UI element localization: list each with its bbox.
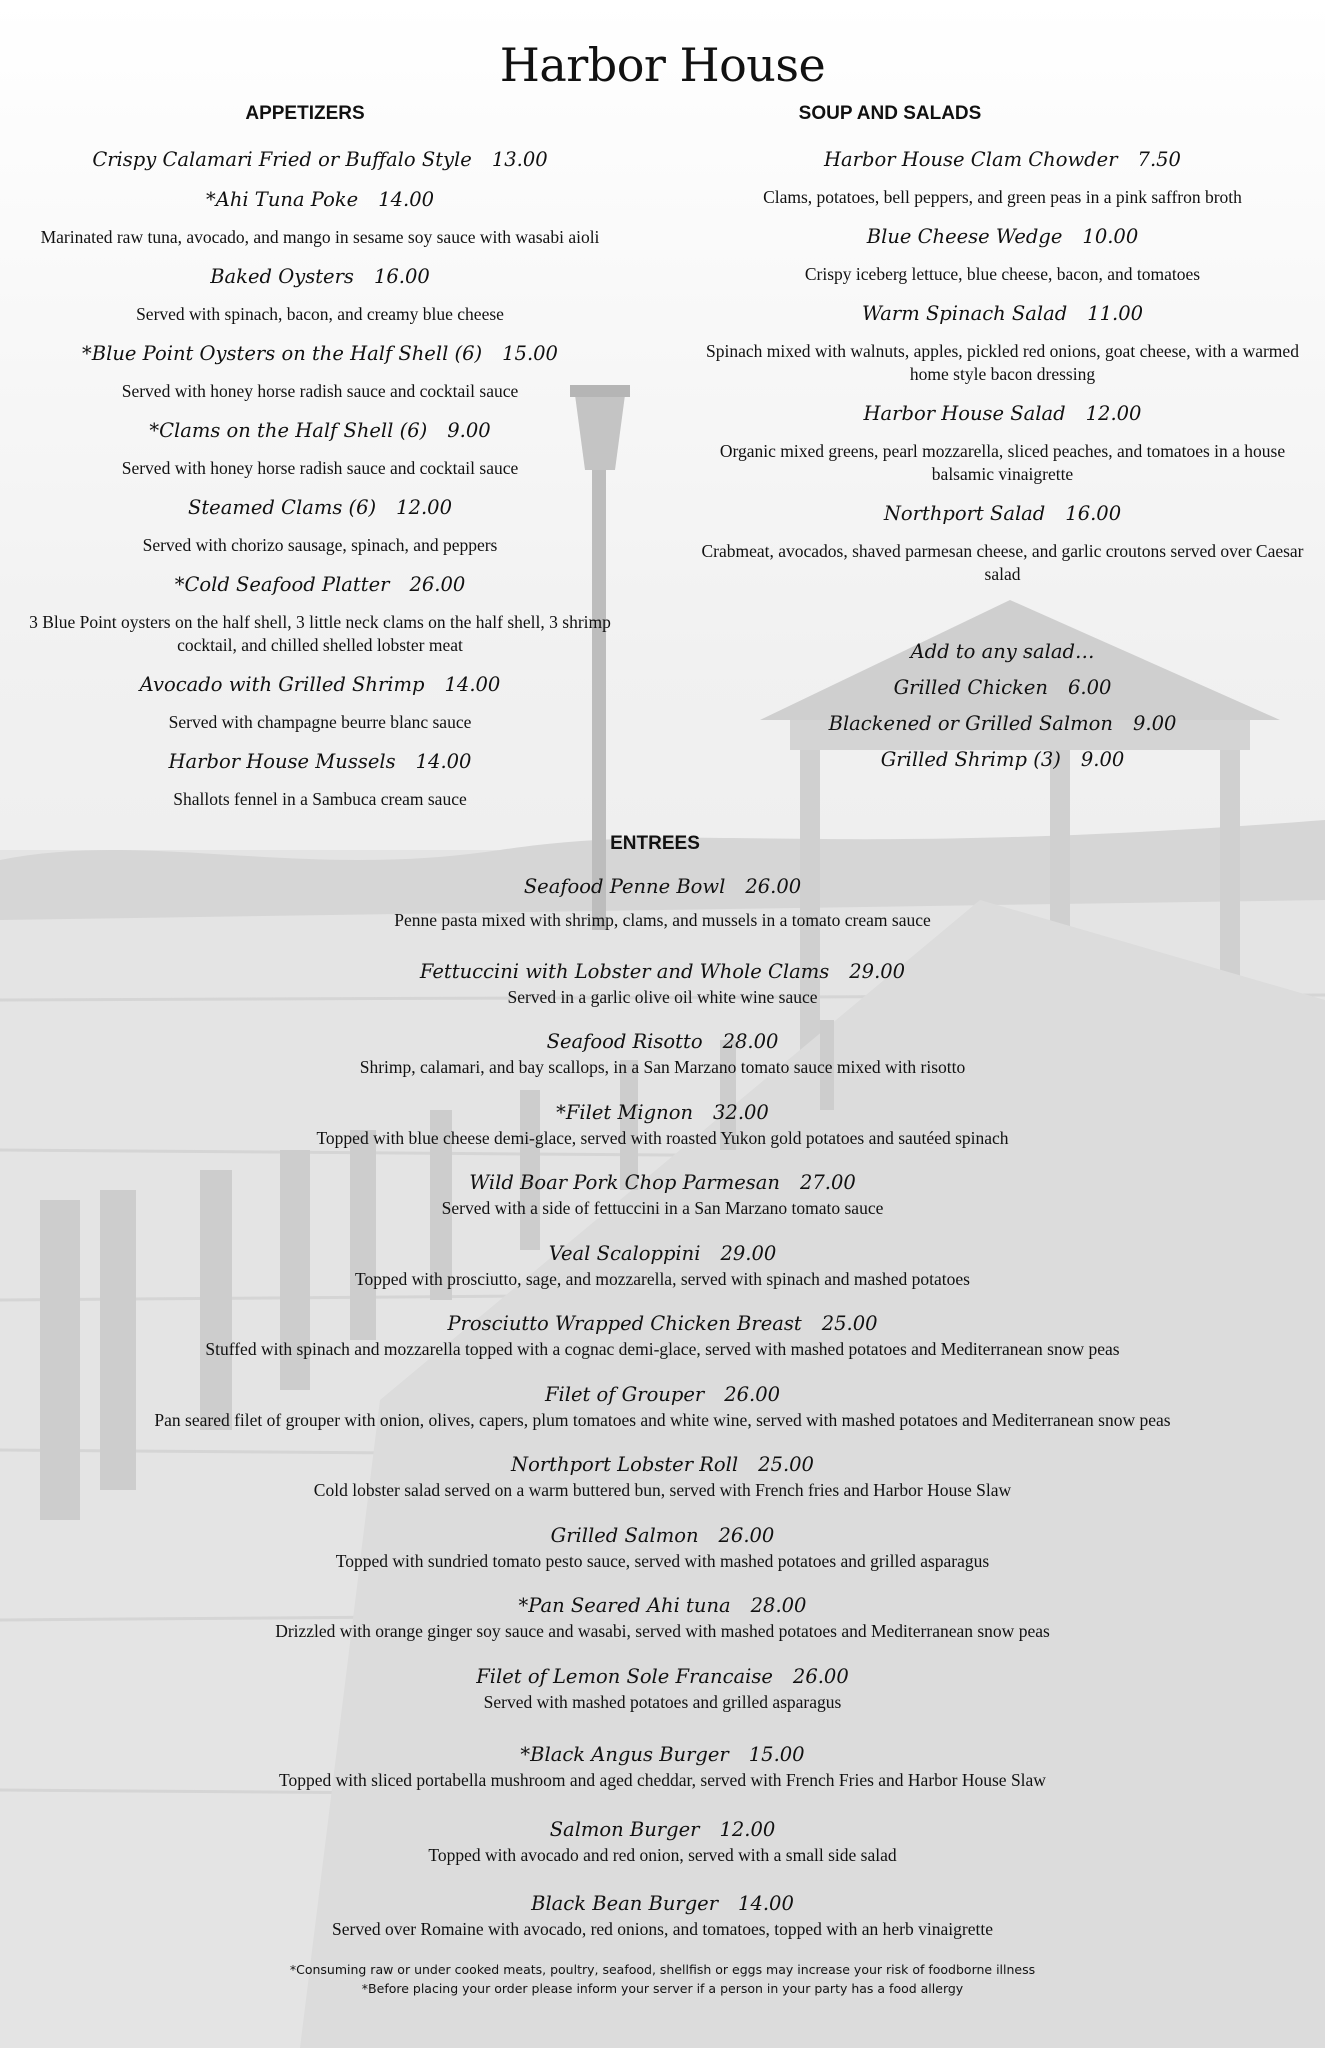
item-description: Drizzled with orange ginger soy sauce and wasabi, served with mashed potatoes and Mediterranean snow peas — [275, 1621, 1050, 1641]
item-name: *Filet Mignon — [556, 1100, 694, 1124]
item-name: Grilled Salmon — [550, 1523, 699, 1547]
item-name-line — [0, 1450, 1325, 1480]
restaurant-title: Harbor House — [499, 38, 826, 92]
item-description: Shallots fennel in a Sambuca cream sauce — [173, 789, 467, 809]
item-price: 28.00 — [750, 1594, 807, 1617]
addon-name: Grilled Shrimp (3) — [880, 748, 1061, 771]
item-price: 29.00 — [849, 959, 906, 983]
item-name: Baked Oysters — [210, 265, 354, 288]
item-name: Harbor House Salad — [863, 402, 1066, 425]
menu-item — [0, 872, 1325, 943]
item-price: 13.00 — [491, 148, 548, 171]
item-name: Blue Cheese Wedge — [866, 225, 1063, 248]
item-price: 14.00 — [444, 673, 501, 696]
menu-item — [10, 334, 630, 403]
item-name-line — [690, 394, 1315, 434]
menu-item — [690, 140, 1315, 209]
allergy-notice: *Before placing your order please inform your server if a person in your party has a food allergy — [361, 1981, 964, 1996]
item-description: Served with honey horse radish sauce and cocktail sauce — [121, 458, 519, 478]
item-name-line — [0, 1889, 1325, 1919]
addon-price: 9.00 — [1080, 748, 1125, 771]
addon-item — [690, 706, 1315, 742]
item-name: Seafood Penne Bowl — [523, 875, 726, 898]
menu-item — [690, 394, 1315, 486]
item-price: 26.00 — [792, 1664, 849, 1688]
item-name-line — [10, 334, 630, 374]
item-name-line — [0, 872, 1325, 902]
item-name: Crispy Calamari Fried or Buffalo Style — [92, 148, 472, 171]
allergy-footnotes — [0, 1960, 1325, 1998]
item-name-line — [0, 1662, 1325, 1692]
menu-item — [0, 1815, 1325, 1886]
item-description: Organic mixed greens, pearl mozzarella, sliced peaches, and tomatoes in a house balsamic vinaigrette — [719, 441, 1286, 484]
item-name: Steamed Clams (6) — [187, 496, 377, 519]
item-description: Served over Romaine with avocado, red onions, and tomatoes, topped with an herb vinaigrette — [332, 1919, 993, 1939]
item-name: Warm Spinach Salad — [861, 302, 1068, 325]
item-price: 32.00 — [713, 1100, 769, 1124]
menu-item — [10, 742, 630, 811]
item-name-line — [10, 565, 630, 605]
item-name-line — [0, 1521, 1325, 1551]
menu-item — [0, 1591, 1325, 1662]
item-name-line — [10, 742, 630, 782]
item-price: 27.00 — [799, 1171, 856, 1194]
entrees-heading: ENTREES — [610, 833, 700, 854]
item-description: Served with honey horse radish sauce and cocktail sauce — [121, 381, 519, 401]
item-description: Spinach mixed with walnuts, apples, pickled red onions, goat cheese, with a warmed home style bacon dressing — [706, 341, 1299, 384]
item-price: 16.00 — [1065, 502, 1122, 525]
item-name: *Clams on the Half Shell (6) — [149, 419, 428, 442]
menu-item — [0, 1239, 1325, 1310]
salad-addons — [690, 634, 1315, 778]
item-name: Fettuccini with Lobster and Whole Clams — [419, 959, 830, 983]
item-description: Topped with prosciutto, sage, and mozzarella, served with spinach and mashed potatoes — [355, 1268, 970, 1289]
menu-item — [690, 217, 1315, 286]
item-name-line — [0, 1380, 1325, 1410]
item-price: 14.00 — [378, 188, 435, 211]
item-description: Clams, potatoes, bell peppers, and green peas in a pink saffron broth — [763, 187, 1242, 207]
item-description: Served with a side of fettuccini in a San Marzano tomato sauce — [441, 1198, 884, 1218]
addon-name: Grilled Chicken — [893, 676, 1048, 699]
menu-item — [0, 957, 1325, 1028]
item-price: 25.00 — [821, 1312, 878, 1335]
item-price: 25.00 — [758, 1453, 814, 1476]
item-description: Topped with sundried tomato pesto sauce, served with mashed potatoes and grilled asparagus — [335, 1550, 990, 1571]
item-price: 12.00 — [719, 1817, 776, 1841]
item-description: Served with champagne beurre blanc sauce — [168, 712, 472, 732]
menu-item — [690, 494, 1315, 586]
item-name-line — [690, 140, 1315, 180]
item-name: Salmon Burger — [549, 1817, 700, 1841]
menu-item — [10, 180, 630, 249]
item-description: Marinated raw tuna, avocado, and mango in sesame soy sauce with wasabi aioli — [40, 227, 600, 247]
item-name: Filet of Grouper — [544, 1382, 705, 1406]
item-price: 28.00 — [722, 1030, 779, 1053]
item-price: 14.00 — [738, 1892, 794, 1915]
item-name: *Pan Seared Ahi tuna — [518, 1594, 731, 1617]
addons-title: Add to any salad… — [910, 640, 1095, 663]
item-name-line — [10, 140, 630, 180]
item-name-line — [0, 1740, 1325, 1770]
menu-item — [10, 411, 630, 480]
menu-item — [10, 565, 630, 657]
item-name-line — [0, 1027, 1325, 1057]
item-description: Penne pasta mixed with shrimp, clams, and mussels in a tomato cream sauce — [394, 910, 931, 930]
item-price: 26.00 — [718, 1523, 775, 1547]
item-name: Avocado with Grilled Shrimp — [139, 673, 425, 696]
item-price: 15.00 — [502, 342, 558, 365]
item-price: 10.00 — [1082, 225, 1139, 248]
item-name: *Black Angus Burger — [520, 1743, 729, 1766]
item-name: Black Bean Burger — [531, 1892, 719, 1915]
item-name: Filet of Lemon Sole Francaise — [476, 1664, 773, 1688]
menu-item — [0, 1309, 1325, 1380]
item-name-line — [690, 494, 1315, 534]
menu-item — [0, 1889, 1325, 1960]
item-description: 3 Blue Point oysters on the half shell, 3 little neck clams on the half shell, 3 shrimp cocktail, and chilled shelled lobster meat — [29, 612, 611, 655]
menu-item — [10, 257, 630, 326]
item-name-line — [0, 1168, 1325, 1198]
item-description: Topped with blue cheese demi-glace, served with roasted Yukon gold potatoes and sautéed spinach — [316, 1127, 1009, 1148]
menu-item — [0, 1098, 1325, 1169]
item-name: Northport Lobster Roll — [511, 1453, 739, 1476]
menu-item — [10, 665, 630, 734]
item-name-line — [10, 665, 630, 705]
menu-item — [0, 1662, 1325, 1733]
raw-food-warning: *Consuming raw or under cooked meats, poultry, seafood, shellfish or eggs may increase your risk of foodborne illness — [289, 1962, 1036, 1977]
item-description: Crabmeat, avocados, shaved parmesan cheese, and garlic croutons served over Caesar salad — [701, 541, 1304, 584]
soup-salads-heading: SOUP AND SALADS — [798, 103, 982, 124]
item-price: 7.50 — [1137, 148, 1181, 171]
item-name: Prosciutto Wrapped Chicken Breast — [447, 1312, 802, 1335]
item-name: Wild Boar Pork Chop Parmesan — [469, 1171, 780, 1194]
menu-item — [0, 1380, 1325, 1451]
item-price: 11.00 — [1087, 302, 1144, 325]
menu-item — [10, 140, 630, 180]
menu-item — [0, 1740, 1325, 1811]
item-name-line — [690, 294, 1315, 334]
item-description: Pan seared filet of grouper with onion, olives, capers, plum tomatoes and white wine, served with mashed potatoes and Mediterranean snow peas — [154, 1409, 1171, 1430]
item-name-line — [0, 1098, 1325, 1128]
item-price: 29.00 — [720, 1241, 777, 1265]
menu-item — [0, 1450, 1325, 1521]
item-description: Crispy iceberg lettuce, blue cheese, bacon, and tomatoes — [804, 264, 1201, 284]
item-price: 9.00 — [447, 419, 491, 442]
item-price: 16.00 — [373, 265, 430, 288]
item-description: Served with mashed potatoes and grilled asparagus — [483, 1691, 842, 1712]
addon-name: Blackened or Grilled Salmon — [828, 712, 1113, 735]
addon-price: 9.00 — [1132, 712, 1177, 735]
soup-salads-list — [690, 140, 1315, 778]
item-name-line — [690, 217, 1315, 257]
item-name-line — [0, 1239, 1325, 1269]
item-description: Stuffed with spinach and mozzarella topped with a cognac demi-glace, served with mashed potatoes and Mediterranean snow peas — [205, 1339, 1120, 1359]
appetizers-heading: APPETIZERS — [245, 103, 365, 124]
item-price: 26.00 — [745, 875, 802, 898]
menu-item — [10, 488, 630, 557]
item-name: Harbor House Mussels — [168, 750, 396, 773]
item-description: Cold lobster salad served on a warm buttered bun, served with French fries and Harbor House Slaw — [313, 1480, 1012, 1500]
item-description: Served with spinach, bacon, and creamy blue cheese — [136, 304, 504, 324]
item-description: Shrimp, calamari, and bay scallops, in a San Marzano tomato sauce mixed with risotto — [359, 1057, 966, 1077]
item-price: 14.00 — [415, 750, 472, 773]
item-description: Topped with sliced portabella mushroom and aged cheddar, served with French Fries and Harbor House Slaw — [279, 1770, 1046, 1790]
item-price: 26.00 — [409, 573, 466, 596]
item-name-line — [0, 1591, 1325, 1621]
item-name: *Blue Point Oysters on the Half Shell (6) — [82, 342, 483, 365]
entrees-list — [0, 872, 1325, 1960]
item-name: Seafood Risotto — [546, 1030, 703, 1053]
item-description: Topped with avocado and red onion, served with a small side salad — [428, 1844, 897, 1865]
item-description: Served with chorizo sausage, spinach, and peppers — [142, 535, 498, 555]
menu-item — [0, 1521, 1325, 1592]
item-description: Served in a garlic olive oil white wine sauce — [507, 986, 818, 1007]
item-name-line — [0, 957, 1325, 987]
item-name: Veal Scaloppini — [548, 1241, 701, 1265]
item-name: *Cold Seafood Platter — [174, 573, 390, 596]
menu-item — [690, 294, 1315, 386]
addon-item — [690, 742, 1315, 778]
item-name: *Ahi Tuna Poke — [205, 188, 359, 211]
item-name-line — [10, 180, 630, 220]
item-name: Harbor House Clam Chowder — [824, 148, 1118, 171]
item-name-line — [10, 257, 630, 297]
item-price: 15.00 — [748, 1743, 805, 1766]
menu-item — [0, 1168, 1325, 1239]
item-name-line — [10, 411, 630, 451]
addon-price: 6.00 — [1067, 676, 1112, 699]
appetizers-list — [10, 140, 630, 819]
item-name-line — [0, 1815, 1325, 1845]
item-price: 26.00 — [724, 1382, 781, 1406]
item-name-line — [10, 488, 630, 528]
item-price: 12.00 — [396, 496, 452, 519]
addon-item — [690, 670, 1315, 706]
item-price: 12.00 — [1085, 402, 1142, 425]
menu-item — [0, 1027, 1325, 1098]
item-name: Northport Salad — [883, 502, 1046, 525]
item-name-line — [0, 1309, 1325, 1339]
